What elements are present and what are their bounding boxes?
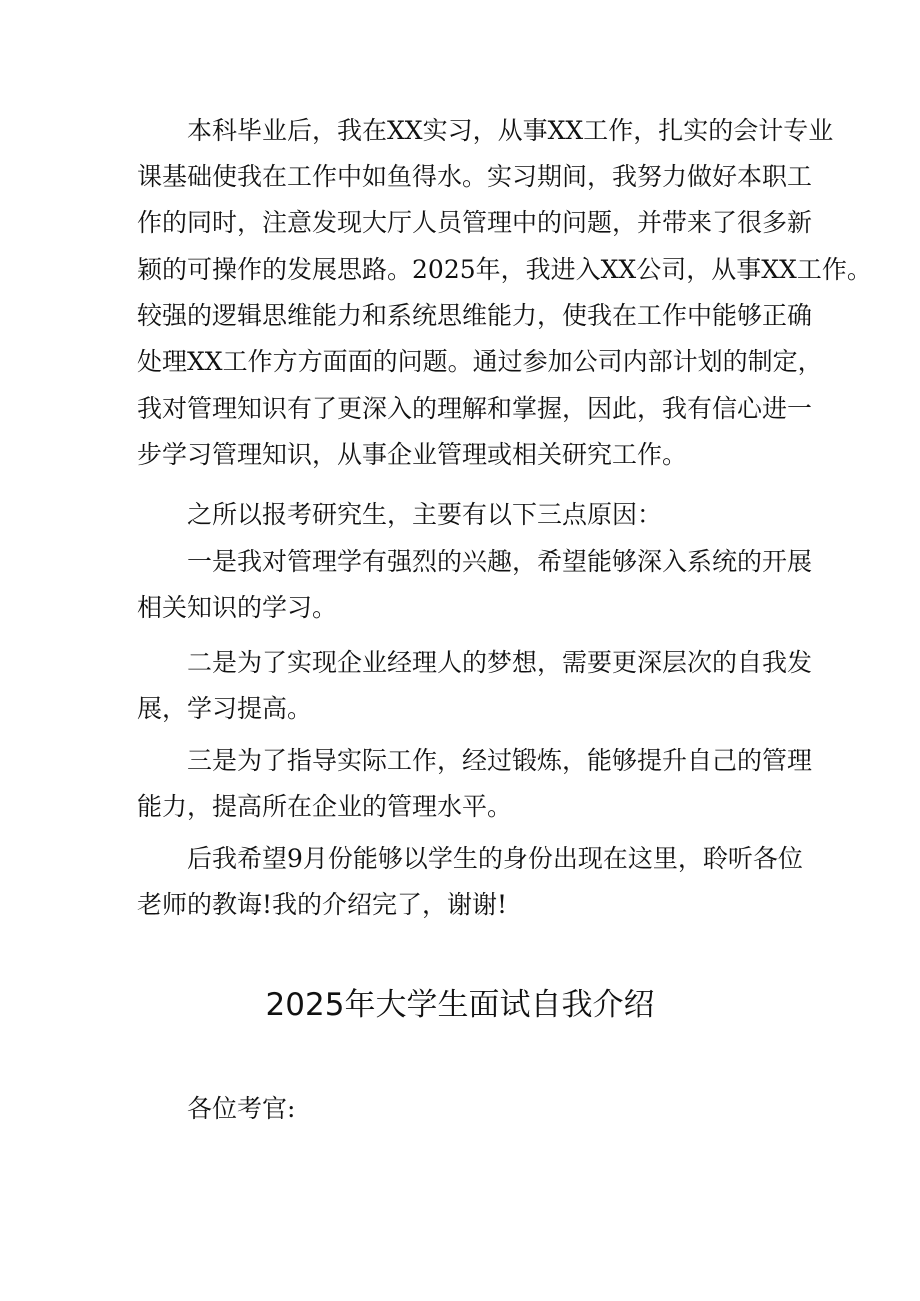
document-title: 2025年大学生面试自我介绍: [265, 987, 655, 1023]
paragraph-line: 相关知识的学习。: [137, 593, 338, 622]
paragraph-line: 课基础使我在工作中如鱼得水。实习期间，我努力做好本职工: [137, 162, 813, 191]
paragraph-line: 本科毕业后，我在XX实习，从事XX工作，扎实的会计专业: [187, 116, 834, 145]
paragraph-line: 一是我对管理学有强烈的兴趣，希望能够深入系统的开展: [187, 547, 813, 576]
paragraph-line: 老师的教诲!我的介绍完了，谢谢!: [137, 890, 508, 919]
paragraph-line: 颖的可操作的发展思路。2025年，我进入XX公司，从事XX工作。: [137, 255, 872, 284]
paragraph-line: 我对管理知识有了更深入的理解和掌握，因此，我有信心进一: [137, 394, 813, 423]
paragraph-line: 处理XX工作方方面面的问题。通过参加公司内部计划的制定，: [137, 347, 823, 376]
paragraph-line: 展，学习提高。: [137, 694, 313, 723]
paragraph-line: 后我希望9月份能够以学生的身份出现在这里，聆听各位: [187, 844, 803, 873]
paragraph-line: 三是为了指导实际工作，经过锻炼，能够提升自己的管理: [187, 746, 813, 775]
salutation: 各位考官:: [187, 1094, 296, 1123]
paragraph-line: 能力，提高所在企业的管理水平。: [137, 792, 513, 821]
paragraph-line: 作的同时，注意发现大厅人员管理中的问题，并带来了很多新: [137, 208, 813, 237]
paragraph-line: 之所以报考研究生，主要有以下三点原因：: [187, 500, 663, 529]
paragraph-line: 较强的逻辑思维能力和系统思维能力，使我在工作中能够正确: [137, 301, 813, 330]
paragraph-line: 步学习管理知识，从事企业管理或相关研究工作。: [137, 440, 688, 469]
paragraph-line: 二是为了实现企业经理人的梦想，需要更深层次的自我发: [187, 648, 813, 677]
